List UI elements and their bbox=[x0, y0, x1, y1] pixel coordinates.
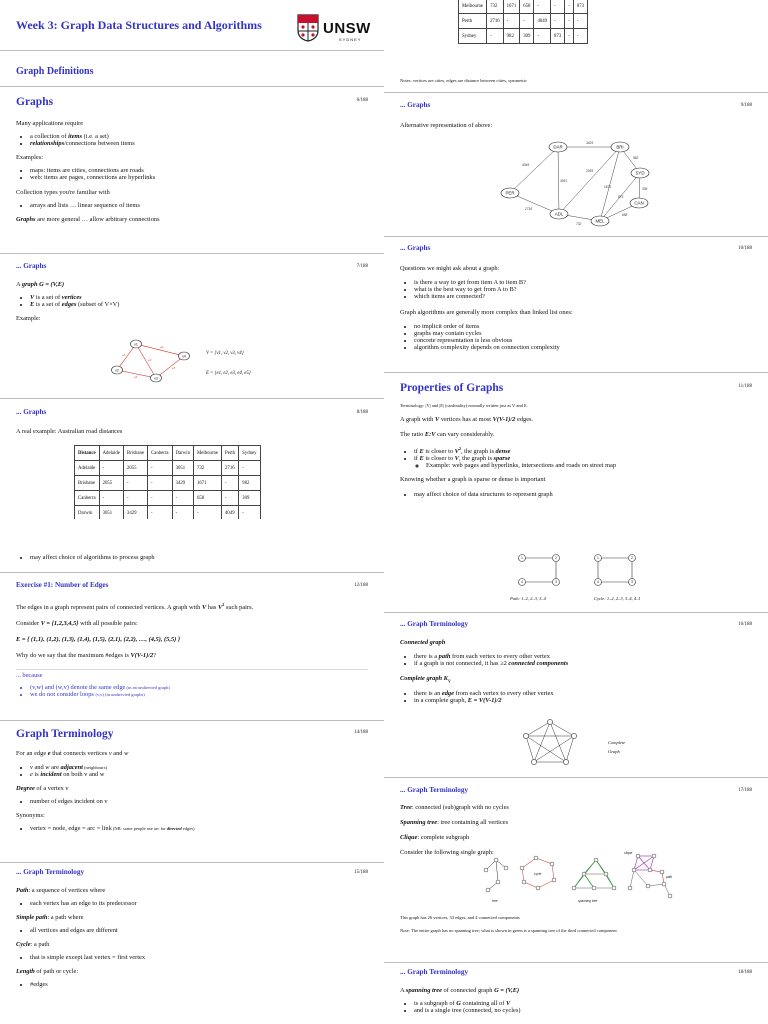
list-item: • #edges bbox=[30, 981, 368, 988]
path-definition: Path: a sequence of vertices where bbox=[16, 887, 106, 894]
svg-text:2055: 2055 bbox=[586, 169, 594, 173]
svg-text:e5: e5 bbox=[172, 366, 176, 370]
list-item: • is there a way to get from item A to item B? bbox=[414, 279, 752, 286]
slide-graph-terminology-3 bbox=[400, 620, 752, 754]
connected-components-diagram bbox=[478, 848, 678, 906]
table-header-cell: Darwin bbox=[172, 446, 193, 461]
list-item: • arrays and lists … linear sequence of items bbox=[30, 202, 368, 209]
slide-title: Properties of Graphs bbox=[400, 382, 504, 394]
page-number: 10/188 bbox=[738, 246, 752, 251]
divider bbox=[384, 92, 768, 93]
crest-icon bbox=[297, 14, 319, 42]
svg-text:1: 1 bbox=[521, 556, 523, 561]
list-item: • maps: items are cities, connections are roads bbox=[30, 167, 368, 174]
list-item: • if E is closer to $V^2$, the graph is dense bbox=[414, 446, 752, 455]
closing-text: Graphs are more general … allow arbitrary connections bbox=[16, 216, 160, 223]
example-graph-diagram bbox=[108, 336, 208, 386]
svg-text:clique: clique bbox=[624, 851, 633, 855]
logo-sub: SYDNEY bbox=[339, 37, 362, 42]
tree-definition: Tree: connected (sub)graph with no cycles bbox=[400, 804, 509, 811]
list-item: • vertex = node, edge = arc = link (NB: some people use arc for directed edges) bbox=[30, 825, 368, 832]
intro-text: Many applications require bbox=[16, 120, 84, 127]
page-number: 15/188 bbox=[354, 870, 368, 875]
list-item: • if a graph is not connected, it has ≥2 connected components bbox=[414, 660, 752, 667]
complete-graph-term: Complete graph $K_V$ bbox=[400, 675, 451, 684]
spanning-tree-list bbox=[400, 1000, 752, 1014]
section-heading-graph-definitions: Graph Definitions bbox=[16, 66, 94, 77]
list-item: • algorithm complexity depends on connection complexity bbox=[414, 344, 752, 351]
svg-text:SYD: SYD bbox=[635, 170, 645, 176]
slide-title: ... Graph Terminology bbox=[16, 868, 85, 876]
slide-graph-terminology-4 bbox=[400, 786, 752, 933]
definition-list bbox=[16, 294, 368, 308]
path-list bbox=[16, 900, 368, 907]
svg-text:v4: v4 bbox=[182, 354, 186, 359]
logo-name: UNSW bbox=[323, 20, 371, 37]
page-number: 16/188 bbox=[738, 622, 752, 627]
list-item: • no implicit order of items bbox=[414, 323, 752, 330]
list-item: • may affect choice of algorithms to process graph bbox=[30, 554, 155, 561]
list-item: • e is incident on both v and w bbox=[30, 771, 368, 778]
table-row: Melbourne 732 1671 658 - - - 873 bbox=[459, 0, 588, 14]
svg-text:2: 2 bbox=[631, 556, 633, 561]
svg-text:path: path bbox=[666, 875, 673, 879]
svg-text:873: 873 bbox=[618, 195, 624, 199]
page-number: 12/188 bbox=[354, 583, 368, 588]
list-item: • concrete representation is less obvious bbox=[414, 337, 752, 344]
list-item: • (v,w) and (w,v) denote the same edge (in an undirected graph) bbox=[30, 684, 368, 691]
connected-graph-term: Connected graph bbox=[400, 639, 446, 646]
density-list bbox=[400, 446, 752, 469]
svg-text:e2: e2 bbox=[160, 345, 164, 349]
cycle-caption: Cycle: 1–2, 2–3, 3–4, 4–1 bbox=[594, 596, 641, 601]
vertex-set: V = {v1, v2, v3, v4} bbox=[206, 351, 244, 356]
divider bbox=[0, 572, 384, 573]
list-item: • what is the best way to get from A to B? bbox=[414, 286, 752, 293]
svg-text:2716: 2716 bbox=[525, 207, 533, 211]
page-number: 14/188 bbox=[354, 730, 368, 735]
table-notes: Notes: vertices are cities, edges are distance between cities, symmetric bbox=[400, 78, 528, 83]
table-row: Brisbane 2055 - - 3429 1671 - 982 bbox=[75, 476, 261, 491]
path-caption: Path: 1–2, 2–3, 3–4 bbox=[510, 596, 546, 601]
slide-title: Graphs bbox=[16, 96, 54, 108]
edge-set: E = {e1, e2, e3, e4, e5} bbox=[206, 371, 251, 376]
cycle-definition: Cycle: a path bbox=[16, 941, 50, 948]
list-item: • and is a single tree (connected, no cycles) bbox=[414, 1007, 752, 1014]
distance-table bbox=[458, 0, 588, 44]
examples-list bbox=[16, 167, 368, 181]
svg-text:e4: e4 bbox=[134, 375, 138, 379]
complete-list bbox=[400, 690, 752, 704]
divider bbox=[0, 253, 384, 254]
list-item: • a collection of items (i.e. a set) bbox=[30, 133, 368, 140]
divider bbox=[384, 777, 768, 778]
list-item: • each vertex has an edge to its predecessor bbox=[30, 900, 368, 907]
cycle-list bbox=[16, 954, 368, 961]
table-header-cell: Sydney bbox=[239, 446, 260, 461]
slide-title: ... Graphs bbox=[16, 262, 47, 270]
list-item: • E is a set of edges (subset of V×V) bbox=[30, 301, 368, 308]
connected-list bbox=[400, 653, 752, 667]
sparse-example-list bbox=[414, 462, 752, 469]
list-item: • all vertices and edges are different bbox=[30, 927, 368, 934]
svg-text:1: 1 bbox=[597, 556, 599, 561]
list-item: ◦ Example: web pages and hyperlinks, intersections and roads on street map bbox=[426, 462, 752, 469]
path-graph-diagram bbox=[516, 552, 564, 588]
divider bbox=[0, 398, 384, 399]
svg-text:DAR: DAR bbox=[553, 144, 563, 150]
document-header bbox=[16, 14, 371, 46]
intro-text: A real example: Australian road distances bbox=[16, 428, 123, 435]
svg-text:cycle: cycle bbox=[534, 872, 542, 876]
questions-list bbox=[400, 279, 752, 300]
svg-text:2: 2 bbox=[555, 556, 557, 561]
table-header-cell: Perth bbox=[222, 446, 239, 461]
collection-label: Collection types you're familiar with bbox=[16, 189, 110, 196]
needs-list bbox=[16, 133, 368, 147]
length-list bbox=[16, 981, 368, 988]
list-item: • may affect choice of data structures to represent graph bbox=[414, 491, 752, 498]
list-item: • V is a set of vertices bbox=[30, 294, 368, 301]
svg-text:309: 309 bbox=[642, 187, 648, 191]
svg-text:3: 3 bbox=[631, 580, 633, 585]
table-header-row bbox=[75, 446, 261, 461]
table-header-cell: Adelaide bbox=[99, 446, 123, 461]
cycle-graph-diagram bbox=[592, 552, 640, 588]
synonyms-label: Synonyms: bbox=[16, 812, 45, 819]
svg-text:4: 4 bbox=[597, 580, 599, 585]
divider bbox=[384, 236, 768, 237]
table-header-cell: Brisbane bbox=[123, 446, 147, 461]
table-header-cell: Canberra bbox=[147, 446, 172, 461]
svg-text:v2: v2 bbox=[115, 368, 119, 373]
degree-definition: Degree of a vertex v bbox=[16, 785, 69, 792]
importance-list bbox=[400, 491, 752, 498]
table-header-cell: Melbourne bbox=[193, 446, 221, 461]
all-pairs: E = { (1,1), (1,2), (1,3), (1,4), (1,5), (2,1), (2,2), …, (4,5), (5,5) } bbox=[16, 636, 181, 644]
right-column bbox=[384, 0, 768, 1024]
list-item: • relationships/connections between items bbox=[30, 140, 368, 147]
svg-text:MEL: MEL bbox=[595, 218, 605, 224]
slide-title: ... Graph Terminology bbox=[400, 620, 469, 628]
importance-text: Knowing whether a graph is sparse or dense is important bbox=[400, 476, 546, 484]
document-title: Week 3: Graph Data Structures and Algorithms bbox=[16, 18, 262, 32]
page-number: 11/188 bbox=[738, 384, 752, 389]
svg-text:1671: 1671 bbox=[604, 185, 612, 189]
divider bbox=[0, 86, 384, 87]
page-number: 9/188 bbox=[740, 103, 752, 108]
svg-text:4: 4 bbox=[521, 580, 523, 585]
synonyms-list bbox=[16, 825, 368, 832]
slide-graphs bbox=[16, 96, 368, 223]
table-row: Sydney - 982 309 - 873 - - bbox=[459, 29, 588, 44]
complete-graph-diagram bbox=[520, 718, 580, 766]
page-number: 6/188 bbox=[356, 98, 368, 103]
implication-list bbox=[16, 554, 155, 561]
spanning-tree-note: Note: The entire graph has no spanning tree; what is shown in green is a spanning tree of the third connected component bbox=[400, 928, 617, 933]
svg-text:tree: tree bbox=[492, 899, 498, 903]
intro-text: Alternative representation of above: bbox=[400, 122, 493, 129]
svg-text:ADL: ADL bbox=[554, 211, 564, 217]
graph-stats: This graph has 26 vertices, 33 edges, and 4 connected components bbox=[400, 915, 520, 920]
svg-text:BRI: BRI bbox=[616, 144, 624, 150]
consider-text: Consider V = {1,2,3,4,5} with all possible pairs: bbox=[16, 620, 138, 628]
table-header-cell: Distance bbox=[75, 446, 100, 461]
slide-graph-terminology-2 bbox=[16, 868, 368, 988]
unsw-logo bbox=[297, 14, 377, 44]
list-item: • number of edges incident on v bbox=[30, 798, 368, 805]
complexity-label: Graph algorithms are generally more complex than linked list ones: bbox=[400, 309, 573, 316]
slide-title: Graph Terminology bbox=[16, 728, 114, 740]
clique-definition: Clique: complete subgraph bbox=[400, 834, 470, 841]
svg-text:v3: v3 bbox=[154, 376, 158, 381]
because-label: ... because bbox=[16, 672, 43, 680]
slide-graphs-3 bbox=[16, 408, 368, 561]
length-definition: Length of path or cycle: bbox=[16, 968, 79, 975]
max-edges-text: A graph with V vertices has at most V(V-1)/2 edges. bbox=[400, 416, 534, 423]
ratio-text: The ratio E:V can vary considerably. bbox=[400, 431, 495, 438]
simple-path-list bbox=[16, 927, 368, 934]
divider bbox=[384, 962, 768, 963]
slide-exercise-1 bbox=[16, 581, 368, 698]
divider bbox=[0, 862, 384, 863]
divider bbox=[0, 50, 384, 51]
intro-text: Questions we might ask about a graph: bbox=[400, 265, 500, 272]
svg-text:e1: e1 bbox=[122, 353, 126, 357]
svg-text:spanning tree: spanning tree bbox=[578, 899, 598, 903]
svg-text:CAN: CAN bbox=[634, 200, 644, 206]
svg-text:732: 732 bbox=[576, 222, 582, 226]
svg-text:658: 658 bbox=[622, 213, 628, 217]
slide-title: ... Graph Terminology bbox=[400, 786, 469, 794]
list-item: • graphs may contain cycles bbox=[414, 330, 752, 337]
page-number: 18/188 bbox=[738, 970, 752, 975]
terminology-note: Terminology: |V| and |E| (cardinality) normally written just as V and E. bbox=[400, 403, 528, 408]
degree-list bbox=[16, 798, 368, 805]
svg-text:3: 3 bbox=[555, 580, 557, 585]
svg-text:4049: 4049 bbox=[522, 163, 530, 167]
examples-label: Examples: bbox=[16, 154, 43, 161]
table-row: Adelaide - 2055 - 3051 732 2716 - bbox=[75, 461, 261, 476]
list-item: • if E is closer to V, the graph is sparse ◦ Example: web pages and hyperlinks, intersections and roads on street map bbox=[414, 455, 752, 469]
because-list bbox=[16, 684, 368, 698]
slide-graph-terminology bbox=[16, 728, 368, 832]
list-item: • in a complete graph, E = V(V-1)/2 bbox=[414, 697, 752, 704]
distance-table-continued bbox=[458, 0, 588, 44]
list-item: • we do not consider loops (v,v) (in undirected graphs) bbox=[30, 691, 368, 698]
svg-text:e3: e3 bbox=[148, 358, 152, 362]
slide-title: ... Graphs bbox=[400, 244, 431, 252]
slide-graph-terminology-5 bbox=[400, 968, 752, 1014]
slide-graphs-4 bbox=[400, 101, 752, 226]
adjacency-list bbox=[16, 764, 368, 778]
slide-title: ... Graphs bbox=[400, 101, 431, 109]
edge-definition: For an edge e that connects vertices v and w bbox=[16, 750, 129, 757]
list-item: • there is an edge from each vertex to every other vertex bbox=[414, 690, 752, 697]
svg-text:3429: 3429 bbox=[586, 141, 594, 145]
svg-text:PER: PER bbox=[505, 190, 515, 196]
divider bbox=[384, 612, 768, 613]
svg-text:3051: 3051 bbox=[560, 179, 568, 183]
slide-graphs-5 bbox=[400, 244, 752, 351]
list-item: • web: items are pages, connections are hyperlinks bbox=[30, 174, 368, 181]
spanning-tree-definition: A spanning tree of connected graph G = (V,E) bbox=[400, 987, 520, 994]
complete-graph-caption: Complete Graph bbox=[608, 740, 626, 754]
page-number: 17/188 bbox=[738, 788, 752, 793]
list-item: • is a subgraph of G containing all of V bbox=[414, 1000, 752, 1007]
list-item: • that is simple except last vertex = first vertex bbox=[30, 954, 368, 961]
complexity-list bbox=[400, 323, 752, 351]
spanning-tree-definition: Spanning tree: tree containing all vertices bbox=[400, 819, 509, 826]
example-label: Example: bbox=[16, 315, 41, 322]
simple-path-definition: Simple path: a path where bbox=[16, 914, 84, 921]
page-number: 8/188 bbox=[356, 410, 368, 415]
page-number: 7/188 bbox=[356, 264, 368, 269]
slide-properties-of-graphs bbox=[400, 382, 752, 601]
table-row: Darwin 3051 3429 - - - 4049 - bbox=[75, 506, 261, 520]
svg-text:v1: v1 bbox=[134, 342, 138, 347]
consider-text: Consider the following single graph: bbox=[400, 849, 494, 856]
divider bbox=[16, 669, 368, 670]
definition-text: A graph G = (V,E) bbox=[16, 281, 65, 288]
question-text: Why do we say that the maximum #edges is V(V-1)/2? bbox=[16, 652, 157, 660]
table-row: Canberra - - - - 658 - 309 bbox=[75, 491, 261, 506]
list-item: • there is a path from each vertex to every other vertex bbox=[414, 653, 752, 660]
distance-table-wrapper bbox=[74, 445, 261, 519]
slide-title: Exercise #1: Number of Edges bbox=[16, 581, 109, 589]
table-row: Perth 2716 - - 4049 - - - bbox=[459, 14, 588, 29]
slide-title: ... Graph Terminology bbox=[400, 968, 469, 976]
city-graph-diagram bbox=[500, 135, 660, 231]
divider bbox=[0, 720, 384, 721]
list-item: • v and w are adjacent (neighbours) bbox=[30, 764, 368, 771]
distance-table bbox=[74, 445, 261, 519]
list-item: • which items are connected? bbox=[414, 293, 752, 300]
exercise-text: The edges in a graph represent pairs of connected vertices. A graph with V has $V^2$ such pairs. bbox=[16, 602, 254, 612]
svg-text:982: 982 bbox=[633, 156, 639, 160]
divider bbox=[384, 372, 768, 373]
slide-title: ... Graphs bbox=[16, 408, 47, 416]
collection-list bbox=[16, 202, 368, 209]
slide-graphs-2 bbox=[16, 262, 368, 381]
